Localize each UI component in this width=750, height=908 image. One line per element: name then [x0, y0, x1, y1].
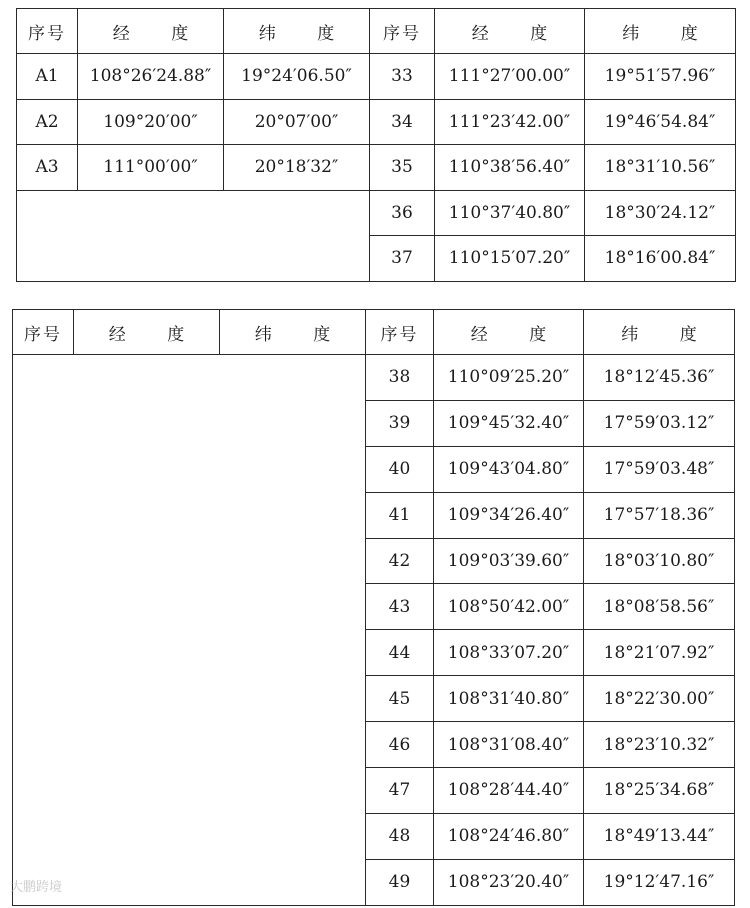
header-seq-left: 序号 [17, 9, 78, 54]
header-lon-left: 经 度 [78, 9, 224, 54]
header-row [13, 310, 735, 355]
right-longitude-cell: 108°28′44.40″ [434, 768, 584, 814]
right-latitude-cell: 18°21′07.92″ [584, 630, 735, 676]
right-longitude-cell: 108°24′46.80″ [434, 813, 584, 859]
coordinates-table-1 [16, 8, 736, 282]
right-latitude-cell: 19°51′57.96″ [585, 54, 736, 100]
right-longitude-cell: 110°38′56.40″ [435, 145, 585, 191]
left-seq-cell: A1 [17, 54, 78, 100]
header-lon-right: 经 度 [434, 310, 584, 355]
right-latitude-cell: 17°59′03.48″ [584, 446, 735, 492]
right-latitude-cell: 17°57′18.36″ [584, 492, 735, 538]
right-latitude-cell: 18°25′34.68″ [584, 768, 735, 814]
header-seq-right: 序号 [370, 9, 435, 54]
right-latitude-cell: 18°23′10.32″ [584, 722, 735, 768]
empty-cell [13, 355, 366, 906]
left-seq-cell: A2 [17, 99, 78, 145]
right-seq-cell: 35 [370, 145, 435, 191]
table-row [17, 190, 736, 236]
right-longitude-cell: 109°34′26.40″ [434, 492, 584, 538]
right-seq-cell: 41 [366, 492, 434, 538]
right-longitude-cell: 110°37′40.80″ [435, 190, 585, 236]
right-longitude-cell: 108°23′20.40″ [434, 859, 584, 905]
right-seq-cell: 39 [366, 400, 434, 446]
right-longitude-cell: 110°15′07.20″ [435, 236, 585, 282]
right-longitude-cell: 111°27′00.00″ [435, 54, 585, 100]
header-lat-left: 纬 度 [220, 310, 366, 355]
right-longitude-cell: 109°45′32.40″ [434, 400, 584, 446]
right-longitude-cell: 108°33′07.20″ [434, 630, 584, 676]
right-longitude-cell: 111°23′42.00″ [435, 99, 585, 145]
right-seq-cell: 47 [366, 768, 434, 814]
table-row [17, 99, 736, 145]
right-seq-cell: 40 [366, 446, 434, 492]
right-latitude-cell: 18°12′45.36″ [584, 355, 735, 401]
header-lat-right: 纬 度 [585, 9, 736, 54]
left-latitude-cell: 20°07′00″ [224, 99, 370, 145]
right-seq-cell: 43 [366, 584, 434, 630]
right-seq-cell: 36 [370, 190, 435, 236]
left-longitude-cell: 108°26′24.88″ [78, 54, 224, 100]
table2-body [13, 310, 735, 906]
right-seq-cell: 48 [366, 813, 434, 859]
right-latitude-cell: 18°16′00.84″ [585, 236, 736, 282]
right-longitude-cell: 110°09′25.20″ [434, 355, 584, 401]
empty-cell [17, 190, 370, 281]
right-latitude-cell: 18°31′10.56″ [585, 145, 736, 191]
left-latitude-cell: 20°18′32″ [224, 145, 370, 191]
right-seq-cell: 33 [370, 54, 435, 100]
right-seq-cell: 44 [366, 630, 434, 676]
right-longitude-cell: 108°31′08.40″ [434, 722, 584, 768]
right-longitude-cell: 108°31′40.80″ [434, 676, 584, 722]
right-longitude-cell: 109°43′04.80″ [434, 446, 584, 492]
watermark-text: 大鹏跨境 [10, 880, 63, 895]
left-latitude-cell: 19°24′06.50″ [224, 54, 370, 100]
right-seq-cell: 42 [366, 538, 434, 584]
right-latitude-cell: 18°30′24.12″ [585, 190, 736, 236]
left-longitude-cell: 111°00′00″ [78, 145, 224, 191]
right-latitude-cell: 17°59′03.12″ [584, 400, 735, 446]
right-longitude-cell: 109°03′39.60″ [434, 538, 584, 584]
right-latitude-cell: 18°49′13.44″ [584, 813, 735, 859]
right-latitude-cell: 19°46′54.84″ [585, 99, 736, 145]
right-seq-cell: 37 [370, 236, 435, 282]
right-latitude-cell: 18°03′10.80″ [584, 538, 735, 584]
right-seq-cell: 45 [366, 676, 434, 722]
header-seq-left: 序号 [13, 310, 74, 355]
left-longitude-cell: 109°20′00″ [78, 99, 224, 145]
coordinates-table-2 [12, 309, 735, 906]
header-lon-right: 经 度 [435, 9, 585, 54]
header-lon-left: 经 度 [74, 310, 220, 355]
right-seq-cell: 34 [370, 99, 435, 145]
header-row [17, 9, 736, 54]
table-row [17, 54, 736, 100]
right-latitude-cell: 18°08′58.56″ [584, 584, 735, 630]
header-lat-left: 纬 度 [224, 9, 370, 54]
table-row [13, 355, 735, 401]
right-latitude-cell: 18°22′30.00″ [584, 676, 735, 722]
table-row [17, 145, 736, 191]
right-seq-cell: 38 [366, 355, 434, 401]
header-seq-right: 序号 [366, 310, 434, 355]
right-seq-cell: 49 [366, 859, 434, 905]
right-latitude-cell: 19°12′47.16″ [584, 859, 735, 905]
header-lat-right: 纬 度 [584, 310, 735, 355]
right-seq-cell: 46 [366, 722, 434, 768]
right-longitude-cell: 108°50′42.00″ [434, 584, 584, 630]
table1-body [17, 9, 736, 282]
left-seq-cell: A3 [17, 145, 78, 191]
